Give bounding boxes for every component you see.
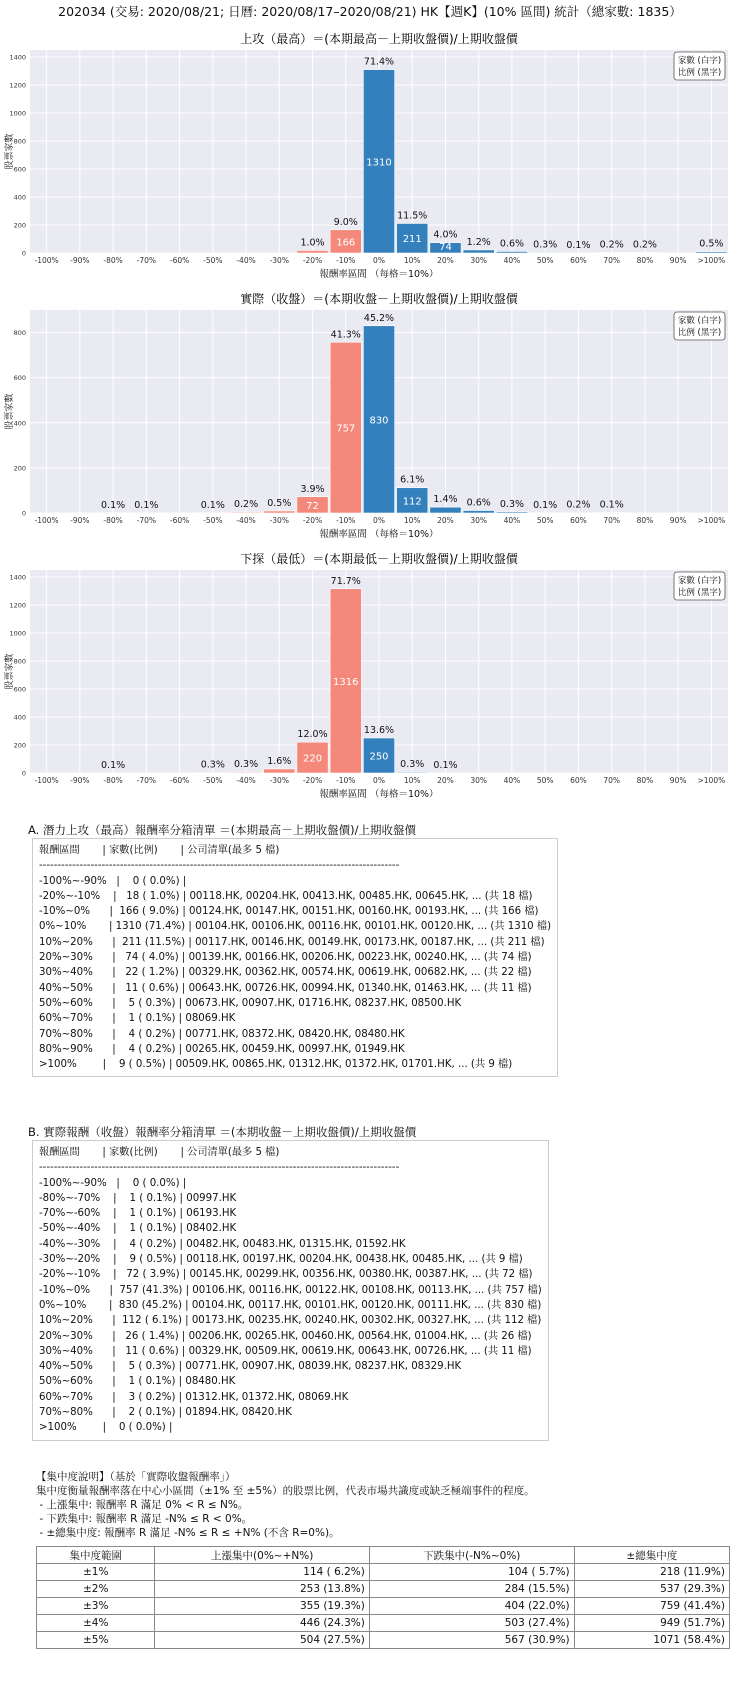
x-tick-label: -30% <box>269 256 289 265</box>
x-tick-label: -70% <box>136 256 157 265</box>
x-tick-label: -20% <box>302 256 323 265</box>
list-line: 報酬區間 | 家數(比例) | 公司清單(最多 5 檔) <box>39 1147 280 1158</box>
x-tick-label: 80% <box>636 516 654 525</box>
y-tick-label: 800 <box>13 329 26 338</box>
table-header: 上漲集中(0%~+N%) <box>155 1547 369 1564</box>
x-tick-label: 10% <box>403 776 421 785</box>
chart-title: 實際（收盤）＝(本期收盤－上期收盤價)/上期收盤價 <box>240 292 518 306</box>
bar-percent-label: 1.0% <box>300 237 325 249</box>
bar-count-label: 1316 <box>333 676 359 688</box>
chart-low-svg <box>0 548 740 810</box>
x-tick-label: -10% <box>336 516 356 525</box>
list-a-title: A. 潛力上攻（最高）報酬率分箱清單 ＝(本期最高－上期收盤價)/上期收盤價 <box>28 823 416 837</box>
bar <box>230 512 261 513</box>
y-tick-label: 1400 <box>9 53 26 62</box>
table-row <box>37 1581 730 1598</box>
list-line: 50%~60% | 5 ( 0.3%) | 00673.HK, 00907.HK, 01716.HK, 08237.HK, 08500.HK <box>39 997 462 1009</box>
bar-percent-label: 0.1% <box>134 499 159 511</box>
x-tick-label: -60% <box>169 516 190 525</box>
x-tick-label: -30% <box>269 516 289 525</box>
y-tick-label: 0 <box>21 249 26 258</box>
table-cell: 567 (30.9%) <box>369 1632 574 1649</box>
bar-percent-label: 0.2% <box>233 499 259 511</box>
list-line: 40%~50% | 5 ( 0.3%) | 00771.HK, 00907.HK, 08039.HK, 08237.HK, 08329.HK <box>39 1361 462 1373</box>
x-tick-label: -60% <box>169 776 190 785</box>
list-line: 30%~40% | 22 ( 1.2%) | 00329.HK, 00362.HK, 00574.HK, 00619.HK, 00682.HK, ... (共 22 檔) <box>39 967 532 979</box>
list-line: 0%~10% | 830 (45.2%) | 00104.HK, 00117.HK, 00101.HK, 00120.HK, 00111.HK, ... (共 830 檔) <box>39 1299 542 1311</box>
y-tick-label: 1200 <box>9 601 26 610</box>
table-header-row <box>37 1547 730 1564</box>
list-line: 30%~40% | 11 ( 0.6%) | 00329.HK, 00509.HK, 00619.HK, 00643.HK, 00726.HK, ... (共 11 檔) <box>39 1345 532 1357</box>
x-tick-label: -50% <box>203 516 223 525</box>
x-tick-label: 0% <box>373 516 385 525</box>
bar-percent-label: 0.5% <box>699 238 724 250</box>
bar <box>230 772 261 773</box>
list-line: 50%~60% | 1 ( 0.1%) | 08480.HK <box>39 1376 236 1388</box>
bar-percent-label: 0.6% <box>499 238 525 250</box>
list-line: -100%~-90% | 0 ( 0.0%) | <box>39 1177 187 1189</box>
x-tick-label: -100% <box>34 776 59 785</box>
list-line: 報酬區間 | 家數(比例) | 公司清單(最多 5 檔) <box>39 845 280 856</box>
x-tick-label: -40% <box>236 256 256 265</box>
x-tick-label: 0% <box>373 256 385 265</box>
x-tick-label: -10% <box>336 776 356 785</box>
list-line: -20%~-10% | 18 ( 1.0%) | 00118.HK, 00204.HK, 00413.HK, 00485.HK, 00645.HK, ... (共 18 檔) <box>39 890 533 902</box>
table-cell: 253 (13.8%) <box>155 1581 369 1598</box>
table-row <box>37 1598 730 1615</box>
x-axis-label: 報酬率區間 （每格＝10%） <box>319 269 439 280</box>
table-cell: 1071 (58.4%) <box>574 1632 729 1649</box>
x-tick-label: -90% <box>70 776 90 785</box>
y-tick-label: 800 <box>13 657 26 666</box>
bar <box>629 252 660 253</box>
x-tick-label: 20% <box>437 256 454 265</box>
y-tick-label: 200 <box>13 741 26 750</box>
x-tick-label: 20% <box>437 776 454 785</box>
y-tick-label: 400 <box>13 419 26 428</box>
list-line: -40%~-30% | 4 ( 0.2%) | 00482.HK, 00483.HK, 01315.HK, 01592.HK <box>39 1238 406 1250</box>
table-header: 集中度範圍 <box>37 1547 155 1564</box>
list-line: -80%~-70% | 1 ( 0.1%) | 00997.HK <box>39 1192 237 1204</box>
x-tick-label: 30% <box>470 776 488 785</box>
x-tick-label: 20% <box>437 516 454 525</box>
bar-count-label: 830 <box>369 415 389 427</box>
bar-percent-label: 0.2% <box>566 499 591 511</box>
bar-percent-label: 0.1% <box>200 499 225 511</box>
list-line: 10%~20% | 112 ( 6.1%) | 00173.HK, 00235.HK, 00240.HK, 00302.HK, 00327.HK, ... (共 112 檔) <box>39 1315 542 1327</box>
x-tick-label: 60% <box>570 776 587 785</box>
bar-count-label: 1310 <box>366 157 392 169</box>
list-line: >100% | 0 ( 0.0%) | <box>39 1422 173 1434</box>
table-cell: ±3% <box>37 1598 155 1615</box>
bar <box>563 512 594 513</box>
bar-percent-label: 3.9% <box>300 483 325 495</box>
bar-count-label: 220 <box>302 753 323 765</box>
list-line: 80%~90% | 4 ( 0.2%) | 00265.HK, 00459.HK, 00997.HK, 01949.HK <box>39 1043 405 1055</box>
list-line: 0%~10% | 1310 (71.4%) | 00104.HK, 00106.HK, 00116.HK, 00101.HK, 00120.HK, ... (共 1310 檔) <box>39 921 552 933</box>
x-tick-label: 0% <box>373 776 385 785</box>
list-line: 70%~80% | 4 ( 0.2%) | 00771.HK, 08372.HK, 08420.HK, 08480.HK <box>39 1028 405 1040</box>
bar-percent-label: 0.2% <box>599 239 624 251</box>
bar-count-label: 250 <box>369 751 389 763</box>
table-cell: 404 (22.0%) <box>369 1598 574 1615</box>
x-tick-label: -90% <box>70 256 90 265</box>
table-cell: 537 (29.3%) <box>574 1581 729 1598</box>
bar-count-label: 112 <box>402 496 422 508</box>
bar <box>397 772 428 773</box>
bar-percent-label: 0.1% <box>101 499 126 511</box>
bar-count-label: 72 <box>306 500 319 512</box>
bar-percent-label: 71.4% <box>363 56 395 68</box>
list-line: 60%~70% | 1 ( 0.1%) | 08069.HK <box>39 1013 236 1025</box>
bar-percent-label: 0.2% <box>632 239 657 251</box>
list-line: 70%~80% | 2 ( 0.1%) | 01894.HK, 08420.HK <box>39 1407 292 1419</box>
y-axis-label: 股票家數 <box>5 653 15 690</box>
x-tick-label: >100% <box>697 776 726 785</box>
list-b-box <box>32 1140 549 1441</box>
bar-percent-label: 0.3% <box>200 759 225 771</box>
x-tick-label: -90% <box>70 516 90 525</box>
bar-percent-label: 1.4% <box>433 494 458 506</box>
concentration-line: - ±總集中度: 報酬率 R 滿足 -N% ≤ R ≤ +N% (不含 R=0%)。 <box>36 1527 340 1539</box>
x-tick-label: 10% <box>403 256 421 265</box>
y-axis-label: 股票家數 <box>5 133 15 170</box>
x-tick-label: 60% <box>570 516 587 525</box>
x-tick-label: 70% <box>603 256 621 265</box>
y-tick-label: 200 <box>13 464 26 473</box>
x-tick-label: 50% <box>536 776 554 785</box>
list-line: >100% | 9 ( 0.5%) | 00509.HK, 00865.HK, 01312.HK, 01372.HK, 01701.HK, ... (共 9 檔) <box>39 1059 513 1071</box>
bar-percent-label: 1.2% <box>466 236 491 248</box>
table-cell: 759 (41.4%) <box>574 1598 729 1615</box>
x-tick-label: 80% <box>636 776 654 785</box>
chart-high-svg <box>0 28 740 290</box>
bar-count-label: 166 <box>336 237 356 249</box>
table-cell: 114 ( 6.2%) <box>155 1564 369 1581</box>
chart-low <box>0 548 740 810</box>
list-line: 10%~20% | 211 (11.5%) | 00117.HK, 00146.HK, 00149.HK, 00173.HK, 00187.HK, ... (共 211 檔) <box>39 936 545 948</box>
y-tick-label: 600 <box>13 374 26 383</box>
x-tick-label: -30% <box>269 776 289 785</box>
x-tick-label: -100% <box>34 516 59 525</box>
y-tick-label: 1000 <box>9 629 26 638</box>
table-cell: 218 (11.9%) <box>574 1564 729 1581</box>
x-tick-label: 10% <box>403 516 421 525</box>
x-tick-label: -20% <box>302 516 323 525</box>
bar <box>264 769 295 773</box>
bar <box>463 250 494 253</box>
bar-percent-label: 41.3% <box>330 329 361 341</box>
y-tick-label: 0 <box>21 509 26 518</box>
table-cell: 503 (27.4%) <box>369 1615 574 1632</box>
x-tick-label: 60% <box>570 256 587 265</box>
list-line: -------------------------------------------------------------------------------------------------- <box>39 860 400 872</box>
bar <box>496 251 527 253</box>
bar <box>264 511 295 513</box>
concentration-line: - 下跌集中: 報酬率 R 滿足 -N% ≤ R < 0%。 <box>36 1513 253 1525</box>
x-tick-label: 40% <box>503 516 521 525</box>
chart-title: 上攻（最高）＝(本期最高－上期收盤價)/上期收盤價 <box>240 32 518 46</box>
table-cell: ±1% <box>37 1564 155 1581</box>
y-axis-label: 股票家數 <box>5 393 15 430</box>
x-axis-label: 報酬率區間 （每格＝10%） <box>319 789 439 800</box>
x-tick-label: 30% <box>470 516 488 525</box>
bar-percent-label: 0.1% <box>599 499 624 511</box>
concentration-line: - 上漲集中: 報酬率 R 滿足 0% < R ≤ N%。 <box>36 1499 249 1511</box>
x-tick-label: -100% <box>34 256 59 265</box>
x-tick-label: -40% <box>236 776 256 785</box>
list-line: -------------------------------------------------------------------------------------------------- <box>39 1162 400 1174</box>
bar-percent-label: 6.1% <box>400 474 425 486</box>
x-tick-label: -80% <box>103 256 123 265</box>
bar-percent-label: 12.0% <box>297 729 328 741</box>
list-line: -10%~0% | 166 ( 9.0%) | 00124.HK, 00147.HK, 00151.HK, 00160.HK, 00193.HK, ... (共 166 檔) <box>39 906 539 918</box>
chart-close-svg <box>0 288 740 550</box>
list-line: -50%~-40% | 1 ( 0.1%) | 08402.HK <box>39 1223 237 1235</box>
bar-percent-label: 0.1% <box>101 759 126 771</box>
bar-count-label: 74 <box>439 242 452 253</box>
x-tick-label: 70% <box>603 516 621 525</box>
bar-percent-label: 45.2% <box>363 312 395 324</box>
legend-count-label: 家數 (白字) <box>677 56 722 66</box>
table-cell: 104 ( 5.7%) <box>369 1564 574 1581</box>
concentration-heading: 【集中度說明】（基於「實際收盤報酬率」） <box>36 1471 236 1483</box>
bar-percent-label: 9.0% <box>333 216 358 228</box>
bar-percent-label: 0.1% <box>533 499 558 511</box>
table-cell: 355 (19.3%) <box>155 1598 369 1615</box>
x-tick-label: 80% <box>636 256 654 265</box>
x-tick-label: >100% <box>697 256 726 265</box>
list-line: 60%~70% | 3 ( 0.2%) | 01312.HK, 01372.HK, 08069.HK <box>39 1391 349 1403</box>
bar <box>596 252 627 253</box>
y-tick-label: 1200 <box>9 81 26 90</box>
x-tick-label: >100% <box>697 516 726 525</box>
table-cell: 284 (15.5%) <box>369 1581 574 1598</box>
legend-ratio-label: 比例 (黑字) <box>677 68 722 78</box>
x-tick-label: 30% <box>470 256 488 265</box>
bar-percent-label: 0.3% <box>499 498 525 510</box>
table-row <box>37 1615 730 1632</box>
x-tick-label: 90% <box>669 516 687 525</box>
x-axis-label: 報酬率區間 （每格＝10%） <box>319 529 439 540</box>
x-tick-label: -50% <box>203 776 223 785</box>
table-row <box>37 1564 730 1581</box>
x-tick-label: 70% <box>603 776 621 785</box>
list-line: -30%~-20% | 9 ( 0.5%) | 00118.HK, 00197.HK, 00204.HK, 00438.HK, 00485.HK, ... (共 9 檔) <box>39 1254 523 1266</box>
bar-percent-label: 0.3% <box>233 759 259 771</box>
x-tick-label: 50% <box>536 256 554 265</box>
table-cell: 949 (51.7%) <box>574 1615 729 1632</box>
x-tick-label: 40% <box>503 776 521 785</box>
x-tick-label: -20% <box>302 776 323 785</box>
bar-percent-label: 0.5% <box>267 497 292 509</box>
x-tick-label: 90% <box>669 776 687 785</box>
bar-percent-label: 4.0% <box>433 229 458 241</box>
x-tick-label: -60% <box>169 256 190 265</box>
chart-high <box>0 28 740 290</box>
y-tick-label: 0 <box>21 769 26 778</box>
legend-ratio-label: 比例 (黑字) <box>677 588 722 598</box>
bar-count-label: 211 <box>402 234 422 246</box>
table-cell: ±2% <box>37 1581 155 1598</box>
bar <box>496 512 527 513</box>
bar-percent-label: 0.3% <box>400 759 425 771</box>
legend-ratio-label: 比例 (黑字) <box>677 328 722 338</box>
x-tick-label: -80% <box>103 776 123 785</box>
bar-percent-label: 71.7% <box>330 575 361 587</box>
table-cell: ±4% <box>37 1615 155 1632</box>
table-row <box>37 1632 730 1649</box>
x-tick-label: -50% <box>203 256 223 265</box>
list-b-title: B. 實際報酬（收盤）報酬率分箱清單 ＝(本期收盤－上期收盤價)/上期收盤價 <box>28 1125 417 1139</box>
concentration-table <box>36 1546 730 1649</box>
table-cell: ±5% <box>37 1632 155 1649</box>
concentration-line: 集中度衡量報酬率落在中心小區間（±1% 至 ±5%）的股票比例，代表市場共識度或缺乏極端事件的程度。 <box>36 1485 535 1497</box>
bar-percent-label: 13.6% <box>363 725 395 736</box>
bar <box>463 511 494 513</box>
y-tick-label: 200 <box>13 221 26 230</box>
y-tick-label: 800 <box>13 137 26 146</box>
bar <box>297 250 328 253</box>
list-line: -20%~-10% | 72 ( 3.9%) | 00145.HK, 00299.HK, 00356.HK, 00380.HK, 00387.HK, ... (共 72 檔) <box>39 1269 533 1281</box>
x-tick-label: -80% <box>103 516 123 525</box>
chart-close <box>0 288 740 550</box>
legend-count-label: 家數 (白字) <box>677 576 722 586</box>
legend-count-label: 家數 (白字) <box>677 316 722 326</box>
x-tick-label: 50% <box>536 516 554 525</box>
x-tick-label: 90% <box>669 256 687 265</box>
bar-percent-label: 0.6% <box>466 497 491 509</box>
table-cell: 504 (27.5%) <box>155 1632 369 1649</box>
list-line: -10%~0% | 757 (41.3%) | 00106.HK, 00116.HK, 00122.HK, 00108.HK, 00113.HK, ... (共 757 檔) <box>39 1284 542 1296</box>
y-tick-label: 400 <box>13 193 26 202</box>
chart-title: 下探（最低）＝(本期最低－上期收盤價)/上期收盤價 <box>240 552 518 566</box>
y-tick-label: 400 <box>13 713 26 722</box>
bar-percent-label: 0.1% <box>433 759 458 771</box>
table-cell: 446 (24.3%) <box>155 1615 369 1632</box>
x-tick-label: 40% <box>503 256 521 265</box>
bar-percent-label: 11.5% <box>397 210 428 222</box>
y-tick-label: 600 <box>13 165 26 174</box>
bar <box>430 507 461 513</box>
bar-count-label: 757 <box>336 423 356 435</box>
list-line: -70%~-60% | 1 ( 0.1%) | 06193.HK <box>39 1208 237 1220</box>
y-tick-label: 1000 <box>9 109 26 118</box>
x-tick-label: -70% <box>136 516 157 525</box>
bar-percent-label: 0.1% <box>566 239 591 251</box>
x-tick-label: -40% <box>236 516 256 525</box>
y-tick-label: 600 <box>13 685 26 694</box>
bar <box>530 252 561 253</box>
bar-percent-label: 0.3% <box>533 239 558 251</box>
x-tick-label: -10% <box>336 256 356 265</box>
bar <box>197 772 228 773</box>
list-a-box <box>32 838 558 1077</box>
list-line: -100%~-90% | 0 ( 0.0%) | <box>39 875 187 887</box>
concentration-note <box>36 1470 535 1540</box>
page-title: 202034 (交易: 2020/08/21; 日曆: 2020/08/17–2020/08/21) HK【週K】(10% 區間) 統計（總家數: 1835） <box>58 4 682 19</box>
table-header: 下跌集中(-N%~0%) <box>369 1547 574 1564</box>
y-tick-label: 1400 <box>9 573 26 582</box>
list-line: 20%~30% | 74 ( 4.0%) | 00139.HK, 00166.HK, 00206.HK, 00223.HK, 00240.HK, ... (共 74 檔) <box>39 952 532 964</box>
table-header: ±總集中度 <box>574 1547 729 1564</box>
bar-percent-label: 1.6% <box>267 755 292 767</box>
list-line: 20%~30% | 26 ( 1.4%) | 00206.HK, 00265.HK, 00460.HK, 00564.HK, 01004.HK, ... (共 26 檔) <box>39 1330 532 1342</box>
x-tick-label: -70% <box>136 776 157 785</box>
bar <box>696 252 727 253</box>
list-line: 40%~50% | 11 ( 0.6%) | 00643.HK, 00726.HK, 00994.HK, 01340.HK, 01463.HK, ... (共 11 檔) <box>39 982 532 994</box>
